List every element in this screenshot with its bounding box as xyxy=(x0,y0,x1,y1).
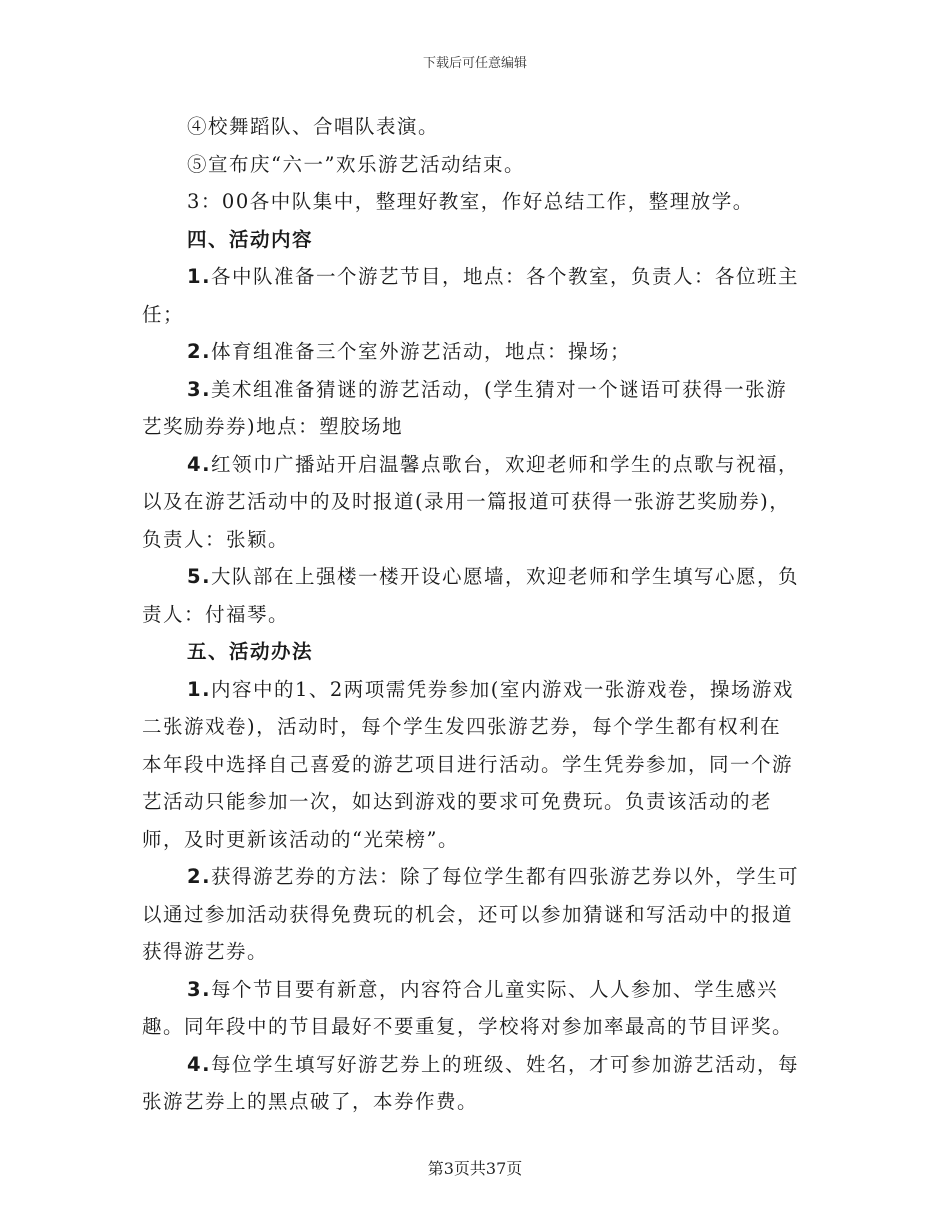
item-text: 各中队准备一个游艺节目，地点：各个教室，负责人：各位班主任； xyxy=(142,265,799,326)
item-number: 2. xyxy=(187,865,211,888)
list-item xyxy=(142,333,802,371)
item-text: 美术组准备猜谜的游艺活动，(学生猜对一个谜语可获得一张游艺奖励券券)地点：塑胶场地 xyxy=(142,377,788,438)
item-text: 大队部在上强楼一楼开设心愿墙，欢迎老师和学生填写心愿，负责人：付福琴。 xyxy=(142,565,799,626)
section-heading-5: 五、活动办法 xyxy=(187,640,314,663)
item-number: 5. xyxy=(187,565,211,588)
item-number: 1. xyxy=(187,265,211,288)
paragraph-line-2: ⑤宣布庆“六一”欢乐游艺活动结束。 xyxy=(187,152,525,176)
item-number: 4. xyxy=(187,452,211,476)
item-text: 体育组准备三个室外游艺活动，地点：操场； xyxy=(210,340,631,363)
list-item xyxy=(142,258,802,333)
page-footer: 第3页共37页 xyxy=(427,1159,523,1178)
item-text: 每位学生填写好游艺券上的班级、姓名，才可参加游艺活动，每张游艺券上的黑点破了，本券作费。 xyxy=(142,1052,799,1113)
item-text: 红领巾广播站开启温馨点歌台，欢迎老师和学生的点歌与祝福，以及在游艺活动中的及时报道(录用一篇报道可获得一张游艺奖励券)，负责人：张颖。 xyxy=(142,452,799,551)
list-item xyxy=(142,558,802,633)
list-item xyxy=(142,371,802,446)
item-number: 4. xyxy=(187,1052,211,1076)
list-item xyxy=(142,671,802,859)
item-text: 每个节目要有新意，内容符合儿童实际、人人参加、学生感兴趣。同年段中的节目最好不要重复，学校将对参加率最高的节目评奖。 xyxy=(142,977,794,1038)
list-item xyxy=(142,1046,802,1121)
item-number: 3. xyxy=(187,377,211,401)
page-header: 下载后可任意编辑 xyxy=(422,56,527,71)
document-body xyxy=(142,108,802,1121)
list-item xyxy=(142,858,802,971)
item-number: 2. xyxy=(187,340,211,363)
item-text: 内容中的1、2两项需凭券参加(室内游戏一张游戏卷，操场游戏二张游戏卷)，活动时，每个学生发四张游艺券，每个学生都有权利在本年段中选择自己喜爱的游艺项目进行活动。学生凭券参加，同一个游艺活动只能参加一次，如达到游戏的要求可免费玩。负责该活动的老师，及时更新该活动的“光荣榜”。 xyxy=(142,677,794,851)
section-heading-4: 四、活动内容 xyxy=(187,227,314,251)
item-text: 获得游艺券的方法：除了每位学生都有四张游艺券以外，学生可以通过参加活动获得免费玩的机会，还可以参加猜谜和写活动中的报道获得游艺券。 xyxy=(142,865,799,963)
item-number: 1. xyxy=(187,677,211,701)
paragraph-line-3: 3：00各中队集中，整理好教室，作好总结工作，整理放学。 xyxy=(187,190,754,213)
item-number: 3. xyxy=(187,977,211,1001)
list-item xyxy=(142,446,802,559)
list-item xyxy=(142,971,802,1046)
paragraph-line-1: ④校舞蹈队、合唱队表演。 xyxy=(187,115,440,138)
